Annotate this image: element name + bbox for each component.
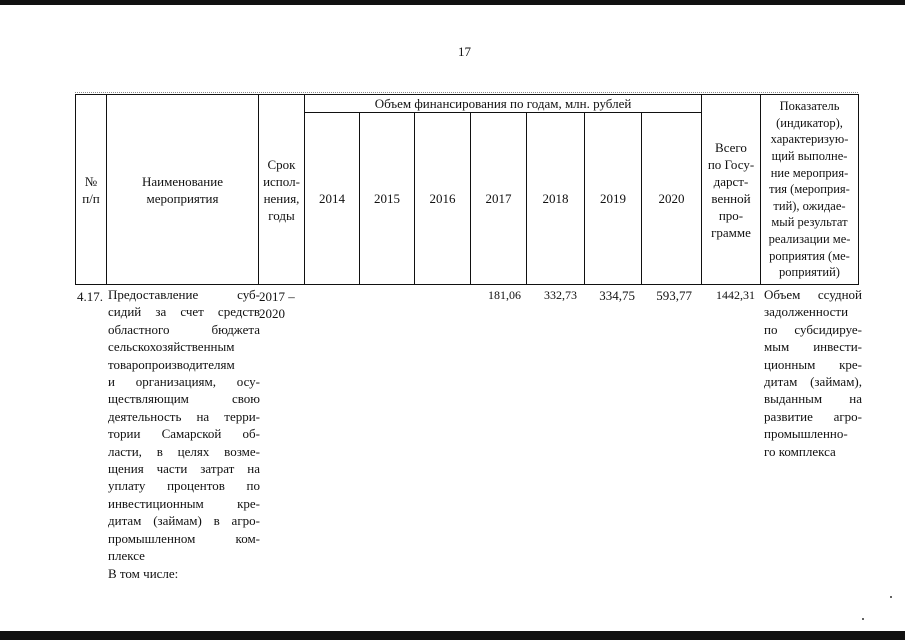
value-2020: 593,77 <box>656 288 692 303</box>
header-year-2016 <box>415 113 470 284</box>
header-term-line: Срок <box>267 156 296 172</box>
description-subheading: В том числе: <box>108 565 179 581</box>
header-term-line: испол- <box>263 173 300 189</box>
description-line: дитам (займам) в агро- <box>108 513 260 529</box>
year-label: 2017 <box>485 191 512 206</box>
indicator-line: промышленно- <box>764 426 848 442</box>
description-line: ласти, в целях возме- <box>108 443 260 459</box>
year-label: 2014 <box>319 191 345 206</box>
scan-speck <box>890 596 892 598</box>
header-term <box>259 95 304 284</box>
description-line: щения части затрат на <box>108 461 260 477</box>
scan-top-border <box>0 0 905 5</box>
header-total-line: дарст- <box>713 173 749 189</box>
header-name <box>107 95 258 284</box>
term-line: 2020 <box>259 306 285 321</box>
year-label: 2020 <box>658 191 685 206</box>
header-bottom-line <box>75 284 859 285</box>
header-year-2017 <box>471 113 526 284</box>
row-indicator <box>764 286 862 460</box>
header-indicator-line: ние мероприя- <box>770 165 849 180</box>
value-total: 1442,31 <box>716 288 755 302</box>
row-description <box>108 286 260 582</box>
description-line: товаропроизводителям <box>108 356 235 372</box>
header-number-label: № п/п <box>82 173 100 206</box>
indicator-line: по субсидируе- <box>764 321 862 337</box>
term-line: 2017 – <box>259 289 295 304</box>
scan-bottom-border <box>0 631 905 640</box>
header-total-line: про- <box>718 207 744 223</box>
year-label: 2015 <box>374 191 400 206</box>
description-line: инвестиционным кре- <box>108 495 260 511</box>
header-total-line: грамме <box>711 224 751 240</box>
header-term-line: нения, <box>263 190 300 206</box>
header-indicator-line: роприятий) <box>779 265 840 280</box>
description-line: и организациям, осу- <box>108 374 260 390</box>
header-financing-title <box>305 94 701 112</box>
header-indicator-line: Показатель <box>779 99 840 114</box>
year-label: 2019 <box>600 191 626 206</box>
header-term-line: годы <box>268 207 295 223</box>
indicator-line: выданным на <box>764 391 862 407</box>
financing-title-label: Объем финансирования по годам, млн. рублей <box>374 95 632 111</box>
header-indicator-line: (индикатор), <box>776 115 843 130</box>
header-year-2015 <box>360 113 414 284</box>
description-line: уплату процентов по <box>108 478 260 494</box>
header-year-2018 <box>527 113 584 284</box>
value-2018: 332,73 <box>544 288 577 302</box>
description-line: плексе <box>108 548 145 564</box>
header-indicator-line: мый результат <box>771 215 848 230</box>
description-line: сидий за счет средств <box>108 304 260 320</box>
description-line: промышленном ком- <box>108 530 260 546</box>
description-line: тории Самарской об- <box>108 426 260 442</box>
indicator-line: мым инвести- <box>764 339 862 355</box>
row-term <box>259 288 305 322</box>
description-line: ществляющим свою <box>108 391 260 407</box>
indicator-line: Объем ссудной <box>764 287 862 302</box>
header-total-line: по Госу- <box>707 156 755 172</box>
header-indicator-line: тий), ожидае- <box>773 198 846 213</box>
description-line: областного бюджета <box>108 321 260 337</box>
description-line: сельскохозяйственным <box>108 339 235 355</box>
page-number: 17 <box>458 44 471 59</box>
header-year-2019 <box>585 113 641 284</box>
header-total <box>702 95 760 284</box>
value-2019: 334,75 <box>599 288 635 303</box>
indicator-line: дитам (займам), <box>764 374 862 390</box>
header-year-2014 <box>305 113 359 284</box>
value-2017: 181,06 <box>488 288 521 302</box>
header-indicator-line: роприятия (ме- <box>769 248 850 263</box>
header-year-2020 <box>642 113 701 284</box>
header-number <box>76 95 106 284</box>
indicator-line: задолженности <box>764 304 849 320</box>
description-line: деятельность на терри- <box>108 408 260 424</box>
indicator-line: ционным кре- <box>764 356 862 372</box>
header-total-line: Всего <box>715 139 747 155</box>
header-indicator <box>761 95 858 284</box>
description-line: Предоставление суб- <box>108 287 260 302</box>
year-label: 2016 <box>429 191 456 206</box>
header-indicator-line: тия (мероприя- <box>769 182 850 197</box>
row-number: 4.17. <box>77 289 103 304</box>
indicator-line: го комплекса <box>764 443 836 459</box>
header-name-label: Наименование мероприятия <box>142 173 223 206</box>
header-total-line: венной <box>711 190 751 206</box>
header-indicator-line: щий выполне- <box>771 149 848 164</box>
dotted-rule <box>75 92 858 93</box>
header-indicator-line: реализации ме- <box>768 231 851 246</box>
scan-speck <box>862 618 864 620</box>
header-indicator-line: характеризую- <box>770 132 849 147</box>
table-border-right <box>858 94 859 284</box>
indicator-line: развитие агро- <box>764 408 862 424</box>
year-label: 2018 <box>542 191 569 206</box>
